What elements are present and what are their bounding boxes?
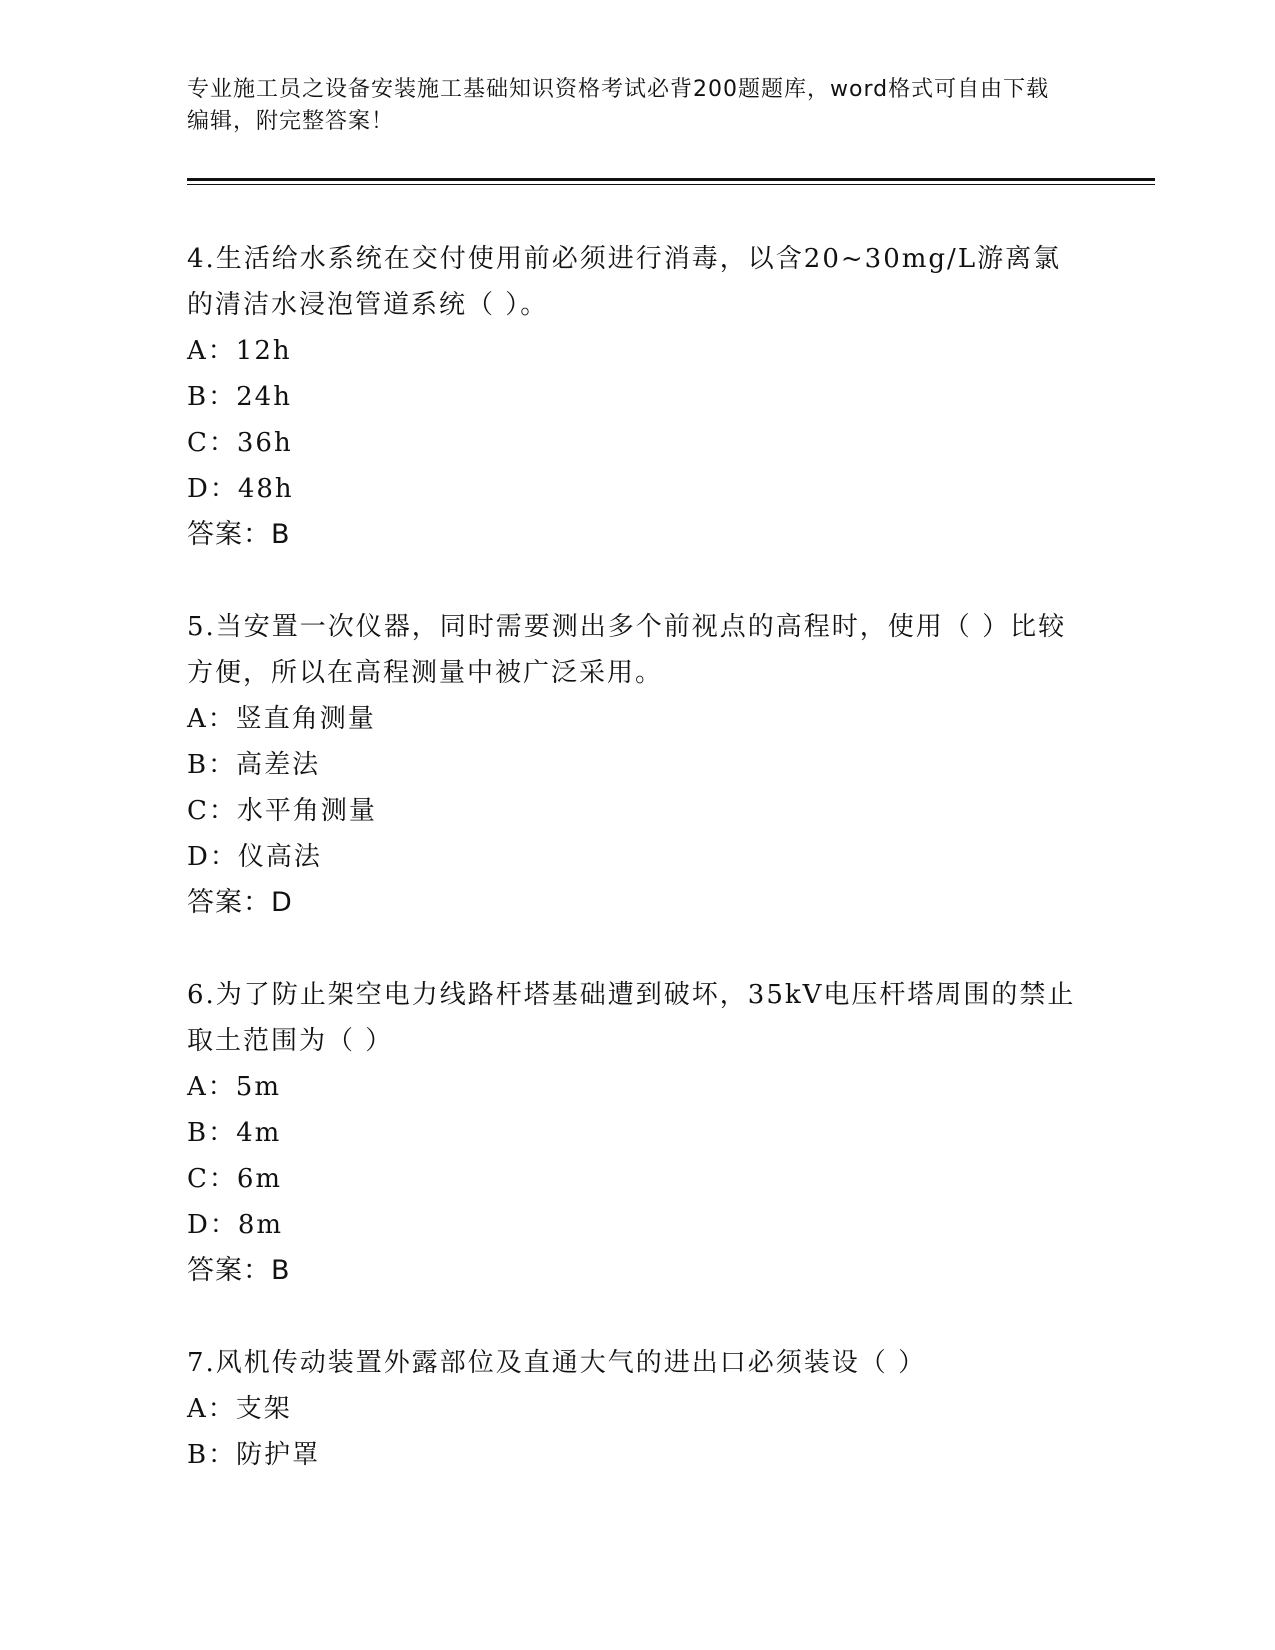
question-stem: 4.生活给水系统在交付使用前必须进行消毒，以含20~30mg/L游离氯的清洁水浸泡管道系统（ ）。 [187, 244, 1062, 320]
question-stem: 7.风机传动装置外露部位及直通大气的进出口必须装设（ ） [187, 1348, 927, 1378]
question-list [187, 236, 1087, 1524]
option-d: D：仪高法 [187, 842, 322, 872]
option-c: C：36h [187, 428, 293, 458]
option-b: B：4m [187, 1118, 282, 1148]
option-c: C：6m [187, 1164, 283, 1194]
question-5 [187, 604, 1087, 926]
option-b: B：高差法 [187, 750, 321, 780]
answer-label: 答案：B [187, 519, 291, 550]
option-d: D：8m [187, 1210, 284, 1240]
option-c: C：水平角测量 [187, 796, 377, 826]
document-header: 专业施工员之设备安装施工基础知识资格考试必背200题题库，word格式可自由下载编辑，附完整答案！ [187, 77, 1050, 134]
option-b: B：24h [187, 382, 292, 412]
question-6 [187, 972, 1087, 1294]
question-7 [187, 1340, 1087, 1478]
question-stem: 6.为了防止架空电力线路杆塔基础遭到破坏，35kV电压杆塔周围的禁止取土范围为（ ） [187, 980, 1076, 1056]
option-a: A：12h [187, 336, 292, 366]
option-a: A：支架 [187, 1394, 292, 1424]
answer-label: 答案：D [187, 887, 293, 918]
answer-label: 答案：B [187, 1255, 291, 1286]
question-4 [187, 236, 1087, 558]
question-stem: 5.当安置一次仪器，同时需要测出多个前视点的高程时，使用（ ）比较方便，所以在高程测量中被广泛采用。 [187, 612, 1067, 688]
option-d: D：48h [187, 474, 294, 504]
header-divider-thick [187, 178, 1155, 181]
option-a: A：竖直角测量 [187, 704, 376, 734]
header-divider-thin [187, 184, 1155, 185]
option-a: A：5m [187, 1072, 281, 1102]
option-b: B：防护罩 [187, 1440, 321, 1470]
